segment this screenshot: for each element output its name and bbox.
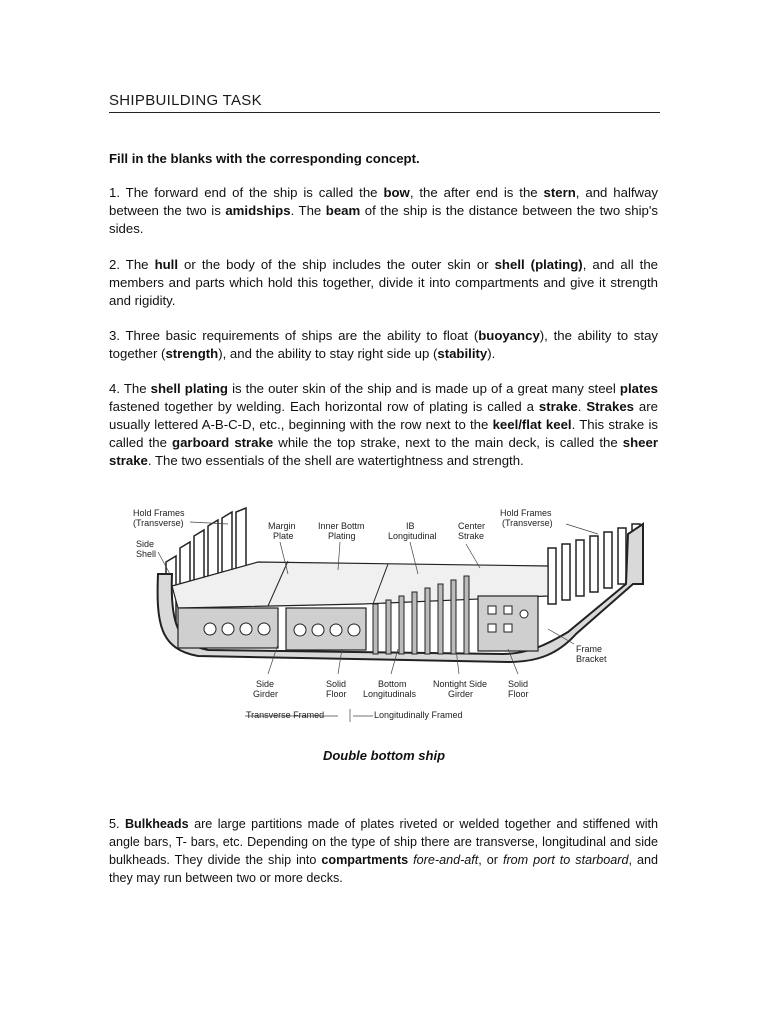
label-frame-bracket: Frame	[576, 644, 603, 654]
paragraph-3: 3. Three basic requirements of ships are the ability to float (buoyancy), the ability to stay together (strength), and the ability to stay right side up (stability).	[109, 328, 658, 361]
label-bottom-longitudinals-2: Longitudinals	[363, 689, 417, 699]
label-margin-plate-2: Plate	[273, 531, 294, 541]
paragraph-4: 4. The shell plating is the outer skin of the ship and is made up of a great many steel plates fastened together by welding. Each horizontal row of plating is called a strake. Strakes are usually lettered A-B-C-D, etc., beginning with the row next to the keel/flat keel. This strake is called the garboard strake while the top strake, next to the main deck, is called the sheer strake. The two essentials of the shell are watertightness and strength.	[109, 381, 659, 468]
double-bottom-illustration	[128, 504, 663, 726]
solid-floor-left	[178, 608, 278, 648]
figure-caption: Double bottom ship	[322, 748, 446, 763]
label-solid-floor: Solid	[326, 679, 347, 689]
label-center-strake: Center	[458, 521, 486, 531]
page-title: SHIPBUILDING TASK	[109, 92, 660, 113]
label-side-girder-2: Girder	[253, 689, 279, 699]
label-transverse-framed: Transverse Framed	[246, 710, 325, 720]
label-hold-frames-left: Hold Frames	[133, 508, 185, 518]
label-inner-bottom: Inner Bottm	[318, 521, 365, 531]
label-frame-bracket-2: Bracket	[576, 654, 607, 664]
label-hold-frames-left-2: (Transverse)	[133, 518, 184, 528]
label-longitudinally-framed: Longitudinally Framed	[374, 710, 463, 720]
paragraph-2: 2. The hull or the body of the ship includes the outer skin or shell (plating), and all the members and parts which hold this together, divide it into compartments and give it strength and rigidity.	[109, 257, 658, 308]
label-nontight-side-girder: Nontight Side	[433, 679, 488, 689]
solid-floor-middle	[286, 608, 366, 650]
label-ib-longitudinal: Longitudinal	[388, 531, 437, 541]
label-hold-frames-right-2: (Transverse)	[502, 518, 553, 528]
paragraph-5: 5. Bulkheads are large partitions made of plates riveted or welded together and stiffened with angle bars, T- bars, etc. Depending on the type of ship there are transverse, longitudinal and side bulkheads. They divide the ship into compartments fore-and-aft, or from port to starboard, and they may run between two or more decks.	[109, 817, 658, 885]
label-side-shell-2: Shell	[136, 549, 157, 559]
label-hold-frames-right: Hold Frames	[500, 508, 552, 518]
label-center-strake-2: Strake	[458, 531, 485, 541]
label-inner-bottom-2: Plating	[328, 531, 356, 541]
label-nontight-side-girder-2: Girder	[448, 689, 474, 699]
label-side-girder: Side	[256, 679, 275, 689]
label-bottom-longitudinals: Bottom	[378, 679, 407, 689]
solid-floor-right	[478, 596, 538, 651]
label-solid-floor-2: Floor	[326, 689, 347, 699]
label-solid-floor-right-2: Floor	[508, 689, 529, 699]
label-solid-floor-right: Solid	[508, 679, 529, 689]
label-ib: IB	[406, 521, 415, 531]
instruction-text: Fill in the blanks with the corresponding concept.	[109, 151, 420, 166]
label-margin-plate: Margin	[268, 521, 296, 531]
label-side-shell: Side	[136, 539, 155, 549]
paragraph-1: 1. The forward end of the ship is called the bow, the after end is the stern, and halfway between the two is amidships. The beam of the ship is the distance between the two ship's sides.	[109, 185, 659, 236]
double-bottom-diagram	[128, 504, 663, 726]
